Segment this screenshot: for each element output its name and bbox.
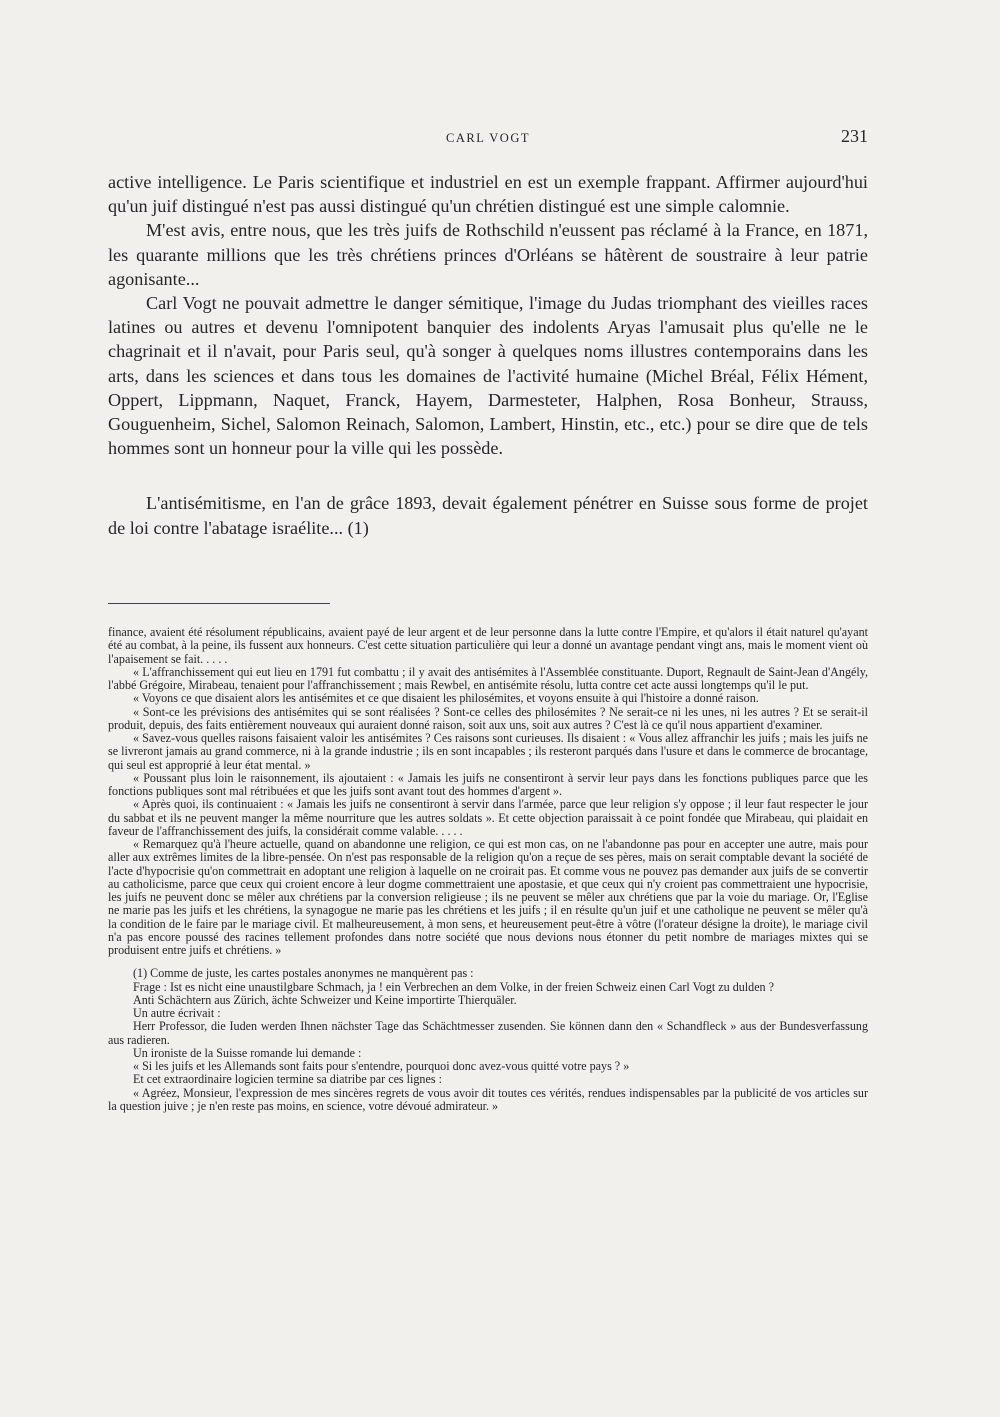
note-paragraph: « Voyons ce que disaient alors les antisémites et ce que disaient les philosémites, et voyons ensuite à qui l'histoire a donné raison.	[133, 691, 759, 706]
note-paragraph: finance, avaient été résolument républicains, avaient payé de leur argent et de leur personne dans la lutte contre l'Empire, et qu'alors il était naturel qu'ayant été au combat, à la peine, ils fussent aux honneurs. C'est cette situation particulière qui leur a donné un avantage pendant vingt ans, mais le moment vient où l'apaisement se fait. . . . .	[108, 625, 868, 666]
footnote-1-line: « Si les juifs et les Allemands sont faits pour s'entendre, pourquoi donc avez-vous quitté votre pays ? »	[133, 1059, 630, 1073]
footnote-1-line: Herr Professor, die Iuden werden Ihnen nächster Tage das Schächtmesser zusenden. Sie können dann den « Schandfleck » aus der Bundesverfassung aus radieren.	[108, 1019, 868, 1047]
page-number: 231	[841, 126, 868, 146]
note-paragraph: « Savez-vous quelles raisons faisaient valoir les antisémites ? Ces raisons sont curieuses. Ils disaient : « Vous allez affranchir les juifs ; mais les juifs ne se livreront jamais au grand commerce, ni à la grande industrie ; ils en sont incapables ; ils resteront parqués dans l'usure et dans le commerce de brocantage, qui seul est approprié à leur état mental. »	[108, 731, 868, 772]
footnote-1-line: Un autre écrivait :	[133, 1006, 221, 1020]
footnote-1-line: Un ironiste de la Suisse romande lui demande :	[133, 1045, 362, 1060]
footnote-1-line: « Agréez, Monsieur, l'expression de mes sincères regrets de vous avoir dit toutes ces vérités, rendues indispensables par la publicité de vos articles sur la question juive ; je n'en reste pas moins, en science, votre dévoué admirateur. »	[108, 1085, 868, 1113]
paragraph: L'antisémitisme, en l'an de grâce 1893, devait également pénétrer en Suisse sous forme de projet de loi contre l'abatage israélite... (1)	[108, 493, 868, 538]
note-paragraph: « Remarquez qu'à l'heure actuelle, quand on abandonne une religion, ce qui est mon cas, on ne l'abandonne pas pour en accepter une autre, mais pour aller aux extrêmes limites de la libre-pensée. On n'est pas responsable de la religion qu'on a reçue de ses pères, mais on serait comptable devant la société de l'acte d'hypocrisie qu'on commettrait en adoptant une religion à laquelle on ne croirait pas. Et comme vous ne pouvez pas demander aux juifs de se convertir au catholicisme, parce que ceux qui croient encore à leur dogme commettraient une apostasie, et que ceux qui n'y croient pas commettraient une hypocrisie, les juifs ne peuvent donc se mêler aux chrétiens par la conversion religieuse ; ils ne peuvent se mêler aux chrétiens que par la voie du mariage. Or, l'Eglise ne marie pas les juifs et les chrétiens, la synagogue ne marie pas les chrétiens et les juifs ; il en résulte qu'un juif et une catholique ne peuvent se mêler qu'à la condition de le faire par le mariage civil. Et malheureusement, à mon sens, et heureusement peut-être à vôtre (l'orateur désigne la droite), le mariage civil n'a pas encore poussé des racines tellement profondes dans notre société que nous devions nous étonner du petit nombre de mariages mixtes qui se produisent entre juifs et chrétiens. »	[108, 837, 868, 957]
footnotes	[108, 626, 868, 1113]
footnote-1-line: Anti Schächtern aus Zürich, ächte Schweizer und Keine importirte Thierquäler.	[133, 992, 517, 1007]
note-paragraph: « Après quoi, ils continuaient : « Jamais les juifs ne consentiront à servir dans l'armée, parce que leur religion s'y oppose ; il leur faut respecter le jour du sabbat et ils ne peuvent manger la même nourriture que les autres soldats ». Et cette objection paraissait à ce point fondée que Mirabeau, qui plaidait en faveur de l'affranchissement des juifs, la considérait comme valable. . . . .	[108, 797, 868, 838]
paragraph: Carl Vogt ne pouvait admettre le danger sémitique, l'image du Judas triomphant des vieilles races latines ou autres et devenu l'omnipotent banquier des indolents Aryas l'amusait plus qu'elle ne le chagrinait et il n'avait, pour Paris seul, qu'à songer à quelques noms illustres contemporains dans les arts, dans les sciences et dans tous les domaines de l'activité humaine (Michel Bréal, Félix Hément, Oppert, Lippmann, Naquet, Franck, Hayem, Darmesteter, Halphen, Rosa Bonheur, Strauss, Gouguenheim, Sichel, Salomon Reinach, Salomon, Lambert, Hinstin, etc., etc.) pour se dire que de tels hommes sont un honneur pour la ville qui les possède.	[108, 293, 868, 459]
note-paragraph: « Sont-ce les prévisions des antisémites qui se sont réalisées ? Sont-ce celles des philosémites ? Ne serait-ce ni les unes, ni les autres ? Et se serait-il produit, depuis, des faits entièrement nouveaux qui auraient donné raison, soit aux uns, soit aux autres ? C'est là ce qu'il nous appartient d'examiner.	[108, 704, 868, 732]
paragraph: active intelligence. Le Paris scientifique et industriel en est un exemple frappant. Affirmer aujourd'hui qu'un juif distingué n'est pas aussi distingué qu'un chrétien distingué est une simple calomnie.	[108, 172, 868, 217]
main-text	[108, 170, 868, 540]
running-title: CARL VOGT	[446, 131, 530, 145]
note-paragraph: « Poussant plus loin le raisonnement, ils ajoutaient : « Jamais les juifs ne consentiront à servir leur pays dans les fonctions publiques parce que les fonctions publiques sont mal rétribuées et que les juifs sont avant tout des hommes d'argent ».	[108, 770, 868, 798]
footnote-divider	[108, 603, 330, 604]
paragraph: M'est avis, entre nous, que les très juifs de Rothschild n'eussent pas réclamé à la France, en 1871, les quarante millions que les très chrétiens princes d'Orléans se hâtèrent de soustraire à leur patrie agonisante...	[108, 220, 868, 289]
note-paragraph: « L'affranchissement qui eut lieu en 1791 fut combattu ; il y avait des antisémites à l'Assemblée constituante. Duport, Regnault de Saint-Jean d'Angély, l'abbé Grégoire, Mirabeau, tenaient pour l'affranchissement ; mais Rewbel, en antisémite résolu, lutta contre cet acte aussi longtemps qu'il le put.	[108, 664, 868, 692]
footnote-1-line: (1) Comme de juste, les cartes postales anonymes ne manquèrent pas :	[133, 966, 474, 981]
footnote-1-line: Frage : Ist es nicht eine unaustilgbare Schmach, ja ! ein Verbrechen an dem Volke, in der freien Schweiz einen Carl Vogt zu dulden ?	[133, 979, 774, 994]
footnote-1-line: Et cet extraordinaire logicien termine sa diatribe par ces lignes :	[133, 1072, 442, 1087]
running-head	[108, 126, 868, 150]
